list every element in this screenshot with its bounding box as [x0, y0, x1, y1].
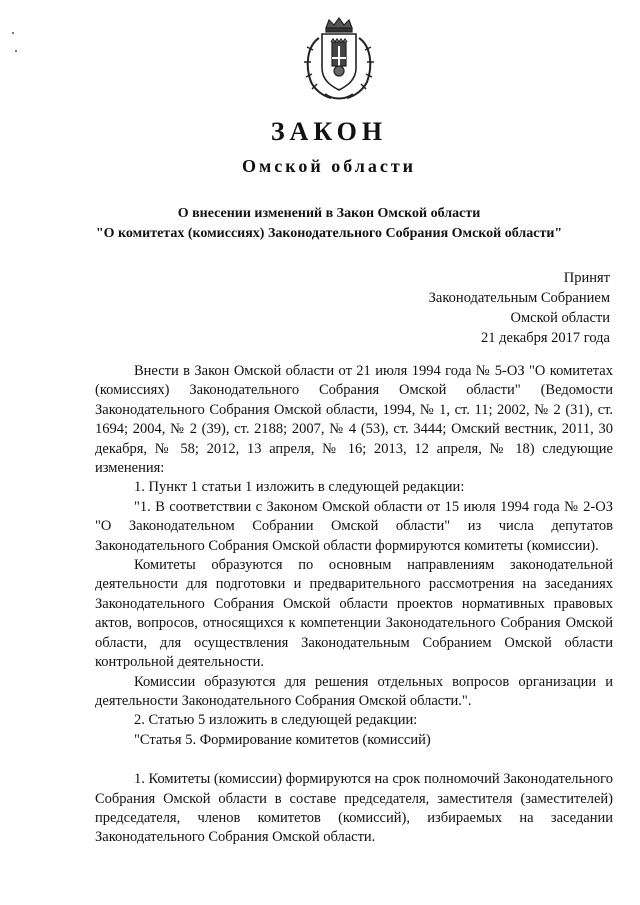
body-paragraph: Комиссии образуются для решения отдельных вопросов организации и деятельности Законодательного Собрания Омской области.". [95, 673, 613, 709]
document-subtitle: Омской области [241, 156, 417, 176]
body-paragraph: "1. В соответствии с Законом Омской области от 15 июля 1994 года № 2-ОЗ "О Законодательном Собрании Омской области" из числа депутатов Законодательного Собрания Омской области формируются комитеты (комиссии). [95, 498, 613, 554]
law-heading-line: О внесении изменений в Закон Омской области [177, 206, 481, 221]
body-paragraph: Внести в Закон Омской области от 21 июля 1994 года № 5-ОЗ "О комитетах (комиссиях) Законодательного Собрания Омской области" (Ведомости Законодательного Собрания Омской области, 1994, № 1, ст. 11; 2002, № 2 (31), ст. 1694; 2004, № 2 (39), ст. 2188; 2007, № 4 (53), ст. 3444; Омский вестник, 2011, 30 декабря, № 58; 2012, 13 апреля, № 16; 2013, 12 апреля, № 18) следующие изменения: [95, 363, 613, 477]
body-paragraph: 1. Комитеты (комиссии) формируются на срок полномочий Законодательного Собрания Омской области в составе председателя, заместителя (заместителей) председателя, членов комитетов (комиссий), избираемых на заседании Законодательного Собрания Омской области. [95, 771, 613, 846]
scan-speck [12, 32, 14, 34]
body-paragraph: Комитеты образуются по основным направлениям законодательной деятельности для подготовки и предварительного рассмотрения на заседаниях Законодательного Собрания Омской области проектов нормативных правовых актов, вопросов, относящихся к компетенции Законодательного Собрания Омской области, для осуществления Законодательным Собранием Омской области контрольной деятельности. [95, 557, 613, 671]
law-heading [0, 204, 640, 244]
law-body [95, 362, 613, 848]
omsk-oblast-coat-of-arms-icon [299, 16, 379, 102]
adoption-line: Законодательным Собранием [428, 290, 610, 306]
body-paragraph: 2. Статью 5 изложить в следующей редакции: [134, 712, 418, 729]
adoption-date: 21 декабря 2017 года [481, 330, 610, 346]
body-paragraph: 1. Пункт 1 статьи 1 изложить в следующей редакции: [134, 479, 465, 496]
adoption-line: Принят [563, 270, 610, 286]
document-title: ЗАКОН [270, 117, 388, 146]
article-heading: "Статья 5. Формирование комитетов (комиссий) [134, 731, 431, 748]
adoption-block [429, 268, 610, 348]
scan-speck [15, 50, 17, 52]
law-heading-line: "О комитетах (комиссиях) Законодательного Собрания Омской области" [95, 226, 563, 241]
adoption-line: Омской области [510, 310, 610, 326]
